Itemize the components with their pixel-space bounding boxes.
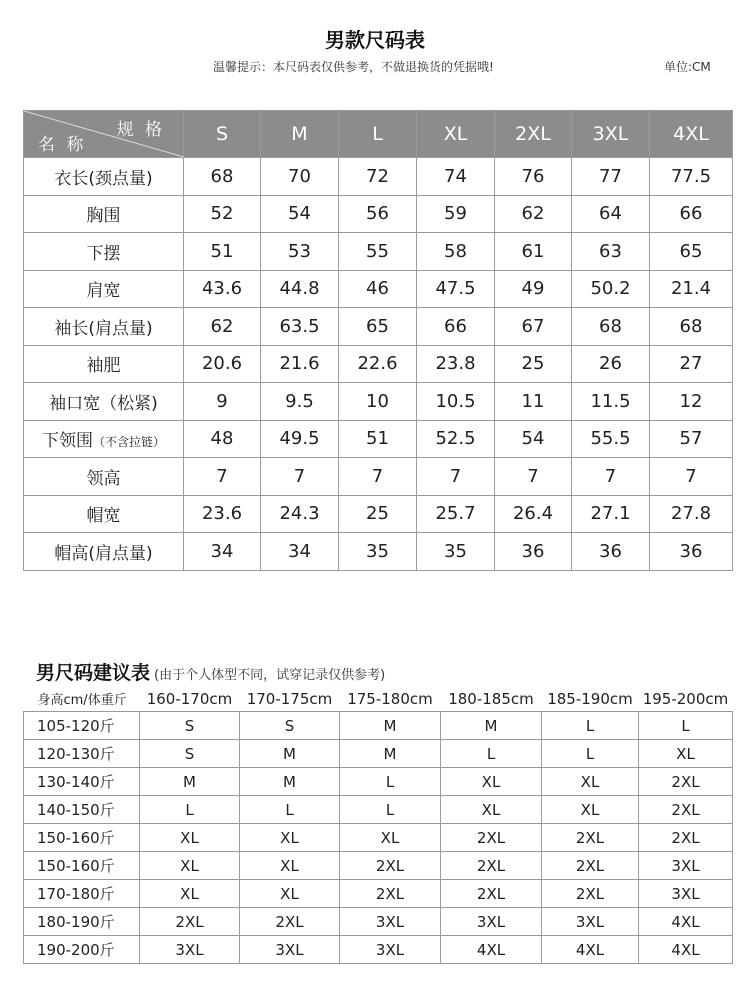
recommended-size-cell: 2XL bbox=[240, 908, 340, 936]
size-value-cell: 49 bbox=[495, 270, 572, 308]
size-value-cell: 62 bbox=[495, 195, 572, 233]
size-header-cell: S bbox=[184, 111, 261, 158]
size-value-cell: 7 bbox=[650, 458, 733, 496]
recommend-table bbox=[23, 686, 733, 964]
size-header-row bbox=[24, 111, 733, 158]
size-value-cell: 7 bbox=[261, 458, 339, 496]
recommend-row bbox=[24, 852, 733, 880]
recommended-size-cell: 4XL bbox=[542, 936, 639, 964]
recommend-row bbox=[24, 740, 733, 768]
size-row-label-note: （不含拉链） bbox=[92, 435, 165, 450]
recommended-size-cell: 2XL bbox=[542, 824, 639, 852]
size-value-cell: 25 bbox=[495, 345, 572, 383]
size-value-cell: 9.5 bbox=[261, 383, 339, 421]
size-value-cell: 21.4 bbox=[650, 270, 733, 308]
recommended-size-cell: L bbox=[542, 712, 639, 740]
recommended-size-cell: 2XL bbox=[340, 880, 441, 908]
height-header-cell: 185-190cm bbox=[547, 689, 633, 708]
size-value-cell: 65 bbox=[650, 233, 733, 271]
size-row bbox=[24, 383, 733, 421]
size-value-cell: 24.3 bbox=[261, 495, 339, 533]
height-header-cell: 180-185cm bbox=[448, 689, 534, 708]
recommended-size-cell: S bbox=[140, 740, 240, 768]
size-value-cell: 63 bbox=[572, 233, 650, 271]
size-value-cell: 21.6 bbox=[261, 345, 339, 383]
recommended-size-cell: M bbox=[240, 768, 340, 796]
weight-label: 150-160斤 bbox=[24, 824, 140, 852]
size-row bbox=[24, 420, 733, 458]
size-value-cell: 52 bbox=[184, 195, 261, 233]
recommended-size-cell: L bbox=[340, 768, 441, 796]
size-value-cell: 7 bbox=[495, 458, 572, 496]
size-value-cell: 26.4 bbox=[495, 495, 572, 533]
recommended-size-cell: XL bbox=[140, 852, 240, 880]
recommend-row bbox=[24, 768, 733, 796]
weight-label: 120-130斤 bbox=[24, 740, 140, 768]
recommended-size-cell: XL bbox=[240, 880, 340, 908]
size-value-cell: 51 bbox=[184, 233, 261, 271]
size-value-cell: 23.6 bbox=[184, 495, 261, 533]
size-row bbox=[24, 308, 733, 346]
size-row-label bbox=[24, 495, 184, 533]
size-row-label-text: 下摆 bbox=[86, 243, 121, 264]
recommended-size-cell: 2XL bbox=[639, 796, 733, 824]
size-row-label bbox=[24, 158, 184, 196]
size-value-cell: 25 bbox=[339, 495, 417, 533]
size-row-label bbox=[24, 458, 184, 496]
size-row bbox=[24, 345, 733, 383]
recommended-size-cell: M bbox=[340, 712, 441, 740]
size-row-label-text: 帽高(肩点量) bbox=[54, 543, 153, 564]
size-value-cell: 26 bbox=[572, 345, 650, 383]
size-value-cell: 63.5 bbox=[261, 308, 339, 346]
size-value-cell: 68 bbox=[572, 308, 650, 346]
size-value-cell: 54 bbox=[495, 420, 572, 458]
recommended-size-cell: 3XL bbox=[441, 908, 542, 936]
recommended-size-cell: 3XL bbox=[639, 852, 733, 880]
recommend-row bbox=[24, 880, 733, 908]
recommend-row bbox=[24, 824, 733, 852]
recommended-size-cell: 2XL bbox=[441, 880, 542, 908]
size-chart-tip: 温馨提示：本尺码表仅供参考，不做退换货的凭据哦! bbox=[213, 60, 494, 74]
size-value-cell: 66 bbox=[650, 195, 733, 233]
size-value-cell: 22.6 bbox=[339, 345, 417, 383]
size-value-cell: 77.5 bbox=[650, 158, 733, 196]
size-value-cell: 11.5 bbox=[572, 383, 650, 421]
size-header-cell: XL bbox=[417, 111, 495, 158]
weight-label: 140-150斤 bbox=[24, 796, 140, 824]
size-value-cell: 48 bbox=[184, 420, 261, 458]
size-value-cell: 70 bbox=[261, 158, 339, 196]
size-value-cell: 56 bbox=[339, 195, 417, 233]
recommended-size-cell: L bbox=[542, 740, 639, 768]
size-value-cell: 51 bbox=[339, 420, 417, 458]
size-header-cell: 2XL bbox=[495, 111, 572, 158]
size-value-cell: 44.8 bbox=[261, 270, 339, 308]
size-value-cell: 68 bbox=[184, 158, 261, 196]
recommended-size-cell: M bbox=[240, 740, 340, 768]
size-row-label-text: 下领围 bbox=[41, 431, 93, 452]
size-value-cell: 25.7 bbox=[417, 495, 495, 533]
size-value-cell: 34 bbox=[261, 533, 339, 571]
recommended-size-cell: 3XL bbox=[140, 936, 240, 964]
recommend-title-note: (由于个人体型不同，试穿记录仅供参考) bbox=[154, 668, 386, 683]
size-value-cell: 27 bbox=[650, 345, 733, 383]
recommended-size-cell: XL bbox=[340, 824, 441, 852]
size-value-cell: 7 bbox=[184, 458, 261, 496]
recommended-size-cell: XL bbox=[140, 824, 240, 852]
size-row-label bbox=[24, 308, 184, 346]
size-header-cell: M bbox=[261, 111, 339, 158]
header-corner-cell bbox=[24, 111, 184, 158]
size-value-cell: 57 bbox=[650, 420, 733, 458]
recommended-size-cell: S bbox=[140, 712, 240, 740]
recommend-row bbox=[24, 936, 733, 964]
recommended-size-cell: M bbox=[140, 768, 240, 796]
recommend-chart-title bbox=[36, 658, 385, 685]
size-value-cell: 77 bbox=[572, 158, 650, 196]
recommended-size-cell: XL bbox=[240, 852, 340, 880]
size-value-cell: 9 bbox=[184, 383, 261, 421]
weight-label: 105-120斤 bbox=[24, 712, 140, 740]
size-row bbox=[24, 195, 733, 233]
size-value-cell: 27.8 bbox=[650, 495, 733, 533]
recommended-size-cell: XL bbox=[441, 796, 542, 824]
size-value-cell: 65 bbox=[339, 308, 417, 346]
size-value-cell: 47.5 bbox=[417, 270, 495, 308]
height-header-cell: 170-175cm bbox=[246, 689, 333, 708]
recommended-size-cell: 2XL bbox=[441, 824, 542, 852]
size-value-cell: 35 bbox=[417, 533, 495, 571]
size-row-label bbox=[24, 383, 184, 421]
size-value-cell: 61 bbox=[495, 233, 572, 271]
recommended-size-cell: XL bbox=[240, 824, 340, 852]
size-value-cell: 46 bbox=[339, 270, 417, 308]
size-value-cell: 54 bbox=[261, 195, 339, 233]
recommend-row bbox=[24, 908, 733, 936]
size-value-cell: 62 bbox=[184, 308, 261, 346]
header-spec-label: 规 格 bbox=[116, 120, 165, 140]
size-table bbox=[23, 110, 733, 571]
size-row-label-text: 袖肥 bbox=[86, 356, 121, 377]
height-header-cell: 160-170cm bbox=[146, 689, 233, 708]
size-header-cell: 4XL bbox=[650, 111, 733, 158]
recommended-size-cell: XL bbox=[140, 880, 240, 908]
size-header-cell: L bbox=[339, 111, 417, 158]
size-chart-title: 男款尺码表 bbox=[325, 28, 425, 52]
size-value-cell: 36 bbox=[495, 533, 572, 571]
size-row-label-text: 衣长(颈点量) bbox=[54, 168, 153, 189]
size-value-cell: 10.5 bbox=[417, 383, 495, 421]
size-value-cell: 23.8 bbox=[417, 345, 495, 383]
size-value-cell: 72 bbox=[339, 158, 417, 196]
size-value-cell: 20.6 bbox=[184, 345, 261, 383]
recommended-size-cell: 2XL bbox=[140, 908, 240, 936]
size-row-label-text: 袖口宽（松紧) bbox=[49, 393, 158, 414]
weight-label: 180-190斤 bbox=[24, 908, 140, 936]
size-value-cell: 59 bbox=[417, 195, 495, 233]
recommended-size-cell: S bbox=[240, 712, 340, 740]
size-value-cell: 43.6 bbox=[184, 270, 261, 308]
recommended-size-cell: 3XL bbox=[542, 908, 639, 936]
size-value-cell: 68 bbox=[650, 308, 733, 346]
recommended-size-cell: XL bbox=[542, 768, 639, 796]
size-value-cell: 35 bbox=[339, 533, 417, 571]
size-value-cell: 76 bbox=[495, 158, 572, 196]
recommended-size-cell: 4XL bbox=[639, 908, 733, 936]
height-header-cell: 175-180cm bbox=[347, 689, 433, 708]
size-value-cell: 74 bbox=[417, 158, 495, 196]
weight-label: 150-160斤 bbox=[24, 852, 140, 880]
size-value-cell: 53 bbox=[261, 233, 339, 271]
size-row-label bbox=[24, 420, 184, 458]
recommended-size-cell: 3XL bbox=[240, 936, 340, 964]
recommend-header-row bbox=[24, 686, 733, 712]
size-value-cell: 36 bbox=[572, 533, 650, 571]
recommended-size-cell: 3XL bbox=[340, 908, 441, 936]
size-row-label-text: 胸围 bbox=[86, 206, 121, 227]
size-value-cell: 36 bbox=[650, 533, 733, 571]
size-row-label bbox=[24, 233, 184, 271]
size-row-label bbox=[24, 195, 184, 233]
recommended-size-cell: L bbox=[441, 740, 542, 768]
size-row bbox=[24, 458, 733, 496]
weight-label: 130-140斤 bbox=[24, 768, 140, 796]
size-value-cell: 55.5 bbox=[572, 420, 650, 458]
recommended-size-cell: L bbox=[639, 712, 733, 740]
recommend-row bbox=[24, 796, 733, 824]
size-value-cell: 55 bbox=[339, 233, 417, 271]
size-row-label bbox=[24, 270, 184, 308]
size-header-cell: 3XL bbox=[572, 111, 650, 158]
recommended-size-cell: 2XL bbox=[639, 768, 733, 796]
size-value-cell: 64 bbox=[572, 195, 650, 233]
size-row bbox=[24, 533, 733, 571]
recommend-row bbox=[24, 712, 733, 740]
recommended-size-cell: 2XL bbox=[542, 880, 639, 908]
size-row-label bbox=[24, 345, 184, 383]
weight-label: 170-180斤 bbox=[24, 880, 140, 908]
recommended-size-cell: L bbox=[240, 796, 340, 824]
size-value-cell: 12 bbox=[650, 383, 733, 421]
size-row-label-text: 肩宽 bbox=[86, 281, 121, 302]
recommended-size-cell: 2XL bbox=[441, 852, 542, 880]
size-value-cell: 67 bbox=[495, 308, 572, 346]
size-row-label-text: 帽宽 bbox=[86, 506, 121, 527]
size-row bbox=[24, 495, 733, 533]
size-row-label-text: 领高 bbox=[86, 468, 121, 489]
recommend-corner-label: 身高cm/体重斤 bbox=[37, 693, 127, 708]
size-value-cell: 7 bbox=[417, 458, 495, 496]
size-value-cell: 7 bbox=[572, 458, 650, 496]
recommended-size-cell: 2XL bbox=[639, 824, 733, 852]
size-value-cell: 7 bbox=[339, 458, 417, 496]
size-value-cell: 49.5 bbox=[261, 420, 339, 458]
header-name-label: 名 称 bbox=[38, 135, 87, 155]
size-value-cell: 27.1 bbox=[572, 495, 650, 533]
recommended-size-cell: M bbox=[441, 712, 542, 740]
recommended-size-cell: XL bbox=[542, 796, 639, 824]
recommended-size-cell: XL bbox=[441, 768, 542, 796]
size-value-cell: 52.5 bbox=[417, 420, 495, 458]
size-value-cell: 58 bbox=[417, 233, 495, 271]
size-value-cell: 66 bbox=[417, 308, 495, 346]
size-chart-unit: 单位:CM bbox=[664, 60, 711, 74]
size-value-cell: 10 bbox=[339, 383, 417, 421]
recommended-size-cell: 2XL bbox=[542, 852, 639, 880]
recommended-size-cell: 2XL bbox=[340, 852, 441, 880]
recommended-size-cell: L bbox=[340, 796, 441, 824]
weight-label: 190-200斤 bbox=[24, 936, 140, 964]
recommended-size-cell: 4XL bbox=[441, 936, 542, 964]
size-value-cell: 50.2 bbox=[572, 270, 650, 308]
size-row bbox=[24, 270, 733, 308]
recommended-size-cell: 4XL bbox=[639, 936, 733, 964]
height-header-cell: 195-200cm bbox=[642, 689, 729, 708]
size-row-label bbox=[24, 533, 184, 571]
size-value-cell: 34 bbox=[184, 533, 261, 571]
size-row-label-text: 袖长(肩点量) bbox=[54, 318, 153, 339]
recommended-size-cell: M bbox=[340, 740, 441, 768]
size-value-cell: 11 bbox=[495, 383, 572, 421]
recommended-size-cell: XL bbox=[639, 740, 733, 768]
recommended-size-cell: 3XL bbox=[340, 936, 441, 964]
recommended-size-cell: 3XL bbox=[639, 880, 733, 908]
recommend-title-text: 男尺码建议表 bbox=[36, 662, 151, 684]
size-row bbox=[24, 233, 733, 271]
size-row bbox=[24, 158, 733, 196]
recommended-size-cell: L bbox=[140, 796, 240, 824]
